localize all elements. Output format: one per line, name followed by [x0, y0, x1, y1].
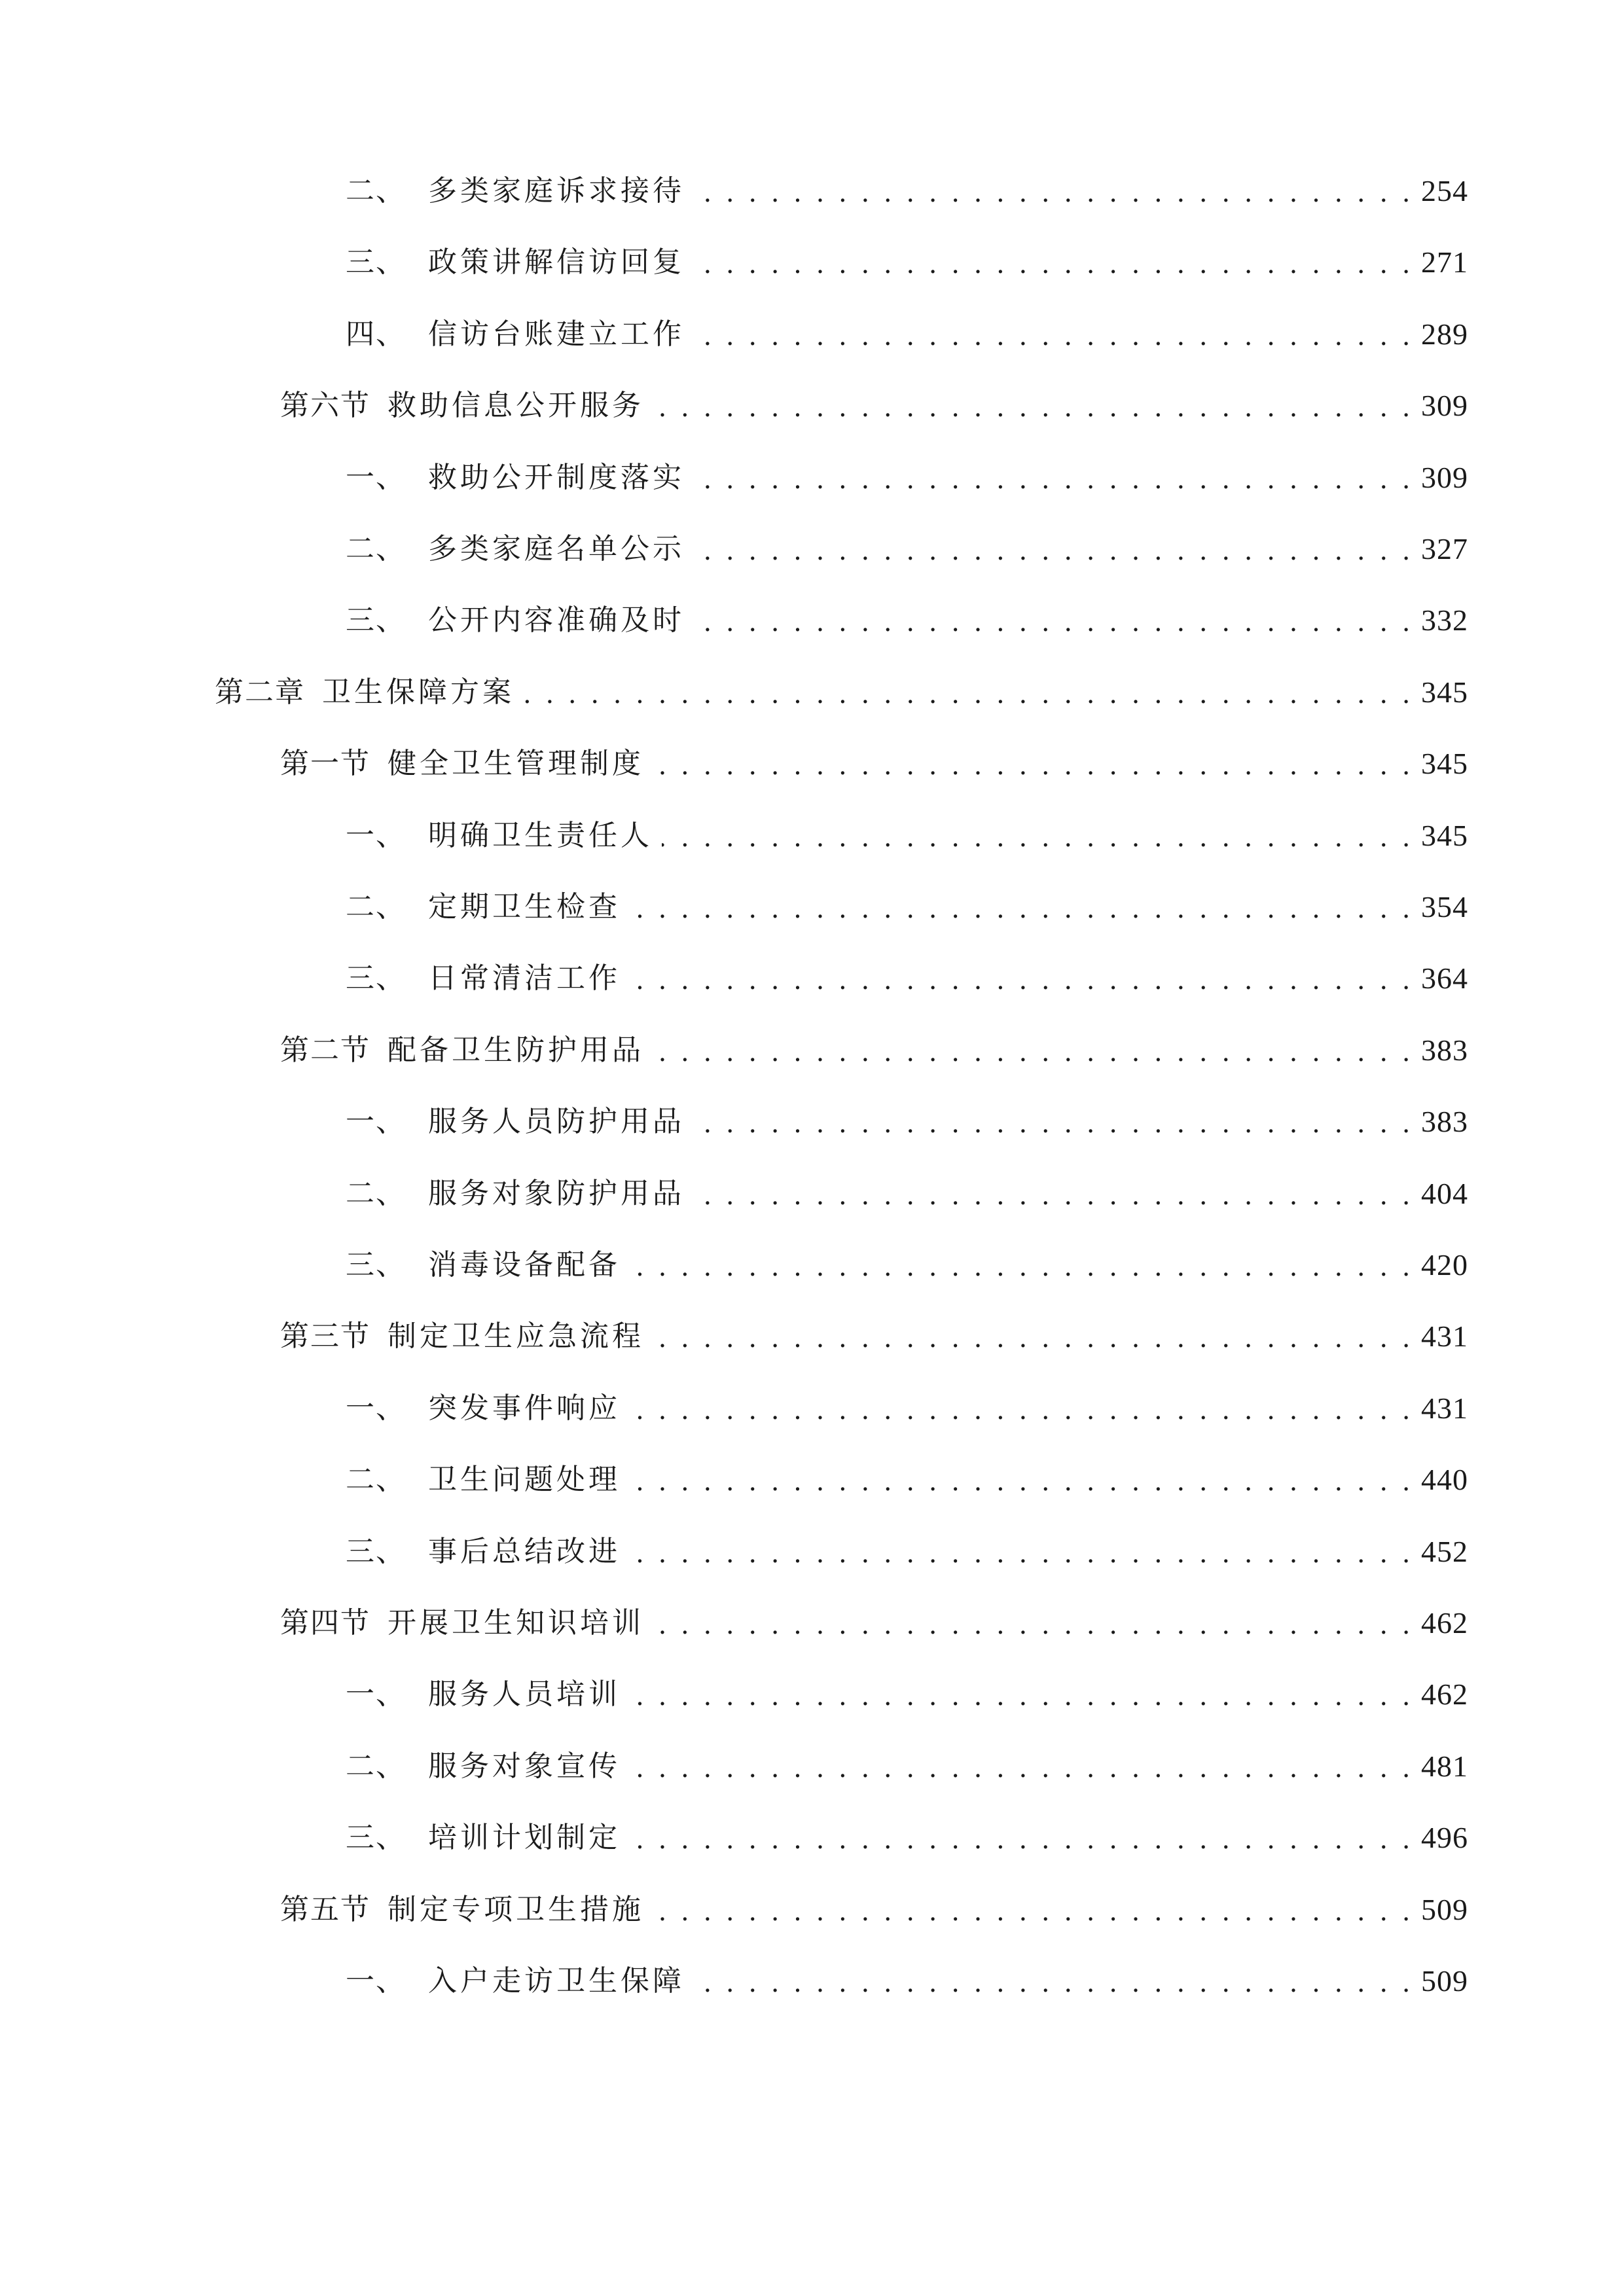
toc-entry-page-number: 327 [1421, 532, 1468, 565]
dot-leader [694, 165, 1413, 217]
dot-leader [694, 1955, 1413, 2007]
toc-entry-title: 卫生问题处理 [428, 1463, 621, 1497]
dot-leader [630, 952, 1413, 1005]
toc-entry-page-number: 383 [1421, 1033, 1468, 1067]
toc-entry-title: 明确卫生责任人 [428, 818, 653, 852]
toc-entry-number: 二、 [346, 532, 406, 565]
toc-entry-number: 第一节 [280, 747, 370, 781]
toc-entry[interactable] [346, 810, 1468, 862]
toc-entry-title: 服务人员防护用品 [428, 1105, 685, 1139]
dot-leader [630, 1740, 1413, 1793]
toc-entry-number: 第二章 [215, 675, 305, 709]
toc-entry-page-number: 271 [1421, 245, 1468, 279]
toc-entry[interactable] [346, 165, 1468, 217]
toc-entry-page-number: 452 [1421, 1534, 1468, 1568]
toc-entry-number: 二、 [346, 174, 406, 207]
toc-entry-number: 一、 [346, 1964, 406, 1998]
toc-entry-page-number: 254 [1421, 174, 1468, 207]
toc-entry-title: 多类家庭诉求接待 [428, 174, 685, 207]
toc-entry[interactable] [346, 308, 1468, 361]
toc-entry-number: 第五节 [280, 1892, 370, 1926]
toc-entry-number: 一、 [346, 1105, 406, 1139]
toc-entry-page-number: 481 [1421, 1749, 1468, 1783]
dot-leader [653, 1597, 1413, 1649]
dot-leader [694, 1168, 1413, 1220]
dot-leader [630, 1239, 1413, 1291]
toc-entry-page-number: 345 [1421, 747, 1468, 781]
toc-entry-number: 第四节 [280, 1606, 370, 1640]
dot-leader [653, 380, 1413, 432]
toc-entry[interactable] [346, 594, 1468, 647]
toc-entry[interactable] [346, 1955, 1468, 2007]
dot-leader [653, 1024, 1413, 1077]
toc-entry[interactable] [346, 1454, 1468, 1506]
toc-entry-number: 二、 [346, 1749, 406, 1783]
toc-entry[interactable] [280, 1597, 1468, 1649]
toc-entry-number: 一、 [346, 818, 406, 852]
toc-entry-page-number: 509 [1421, 1964, 1468, 1998]
toc-entry[interactable] [346, 452, 1468, 504]
toc-entry-number: 二、 [346, 1176, 406, 1210]
toc-entry-number: 第六节 [280, 389, 370, 423]
toc-entry-title: 救助信息公开服务 [388, 389, 644, 423]
toc-entry-page-number: 345 [1421, 818, 1468, 852]
dot-leader [630, 1526, 1413, 1578]
dot-leader [694, 594, 1413, 647]
toc-entry-number: 一、 [346, 460, 406, 494]
toc-entry[interactable] [215, 666, 1468, 719]
dot-leader [653, 1884, 1413, 1936]
dot-leader [694, 1096, 1413, 1148]
toc-entry[interactable] [280, 1884, 1468, 1936]
toc-entry[interactable] [346, 1382, 1468, 1435]
toc-entry-number: 三、 [346, 961, 406, 996]
toc-entry-title: 服务对象防护用品 [428, 1176, 685, 1210]
toc-entry-title: 救助公开制度落实 [428, 460, 685, 494]
toc-entry[interactable] [280, 1310, 1468, 1363]
toc-entry-title: 制定卫生应急流程 [388, 1319, 644, 1354]
toc-entry-title: 入户走访卫生保障 [428, 1964, 685, 1998]
toc-entry-title: 健全卫生管理制度 [388, 747, 644, 781]
toc-entry-page-number: 383 [1421, 1105, 1468, 1139]
toc-entry-number: 第三节 [280, 1319, 370, 1354]
toc-entry-title: 公开内容准确及时 [428, 603, 685, 637]
toc-entry-title: 服务对象宣传 [428, 1749, 621, 1783]
toc-entry-title: 消毒设备配备 [428, 1248, 621, 1282]
toc-entry-number: 三、 [346, 1534, 406, 1568]
toc-entry-title: 服务人员培训 [428, 1677, 621, 1712]
toc-entry-number: 一、 [346, 1391, 406, 1425]
toc-entry-title: 突发事件响应 [428, 1391, 621, 1425]
toc-entry[interactable] [346, 1168, 1468, 1220]
toc-entry-page-number: 364 [1421, 961, 1468, 996]
toc-entry-number: 三、 [346, 1248, 406, 1282]
toc-entry-page-number: 496 [1421, 1821, 1468, 1855]
toc-entry[interactable] [280, 738, 1468, 790]
dot-leader [694, 236, 1413, 289]
toc-entry-number: 二、 [346, 890, 406, 924]
toc-entry-title: 定期卫生检查 [428, 890, 621, 924]
toc-entry-title: 培训计划制定 [428, 1821, 621, 1855]
dot-leader [630, 881, 1413, 933]
dot-leader [694, 452, 1413, 504]
toc-entry[interactable] [280, 380, 1468, 432]
toc-entry-number: 三、 [346, 603, 406, 637]
toc-entry-page-number: 440 [1421, 1463, 1468, 1497]
toc-entry-number: 四、 [346, 317, 406, 351]
toc-entry-title: 多类家庭名单公示 [428, 532, 685, 565]
toc-entry-page-number: 345 [1421, 675, 1468, 709]
toc-entry-page-number: 509 [1421, 1892, 1468, 1926]
toc-entry-title: 制定专项卫生措施 [388, 1892, 644, 1926]
toc-entry[interactable] [346, 236, 1468, 289]
dot-leader [662, 810, 1413, 862]
toc-entry-title: 信访台账建立工作 [428, 317, 685, 351]
toc-entry-page-number: 462 [1421, 1677, 1468, 1712]
toc-entry-page-number: 431 [1421, 1391, 1468, 1425]
toc-entry-title: 卫生保障方案 [322, 675, 514, 709]
dot-leader [630, 1454, 1413, 1506]
toc-entry[interactable] [346, 1812, 1468, 1864]
toc-entry[interactable] [346, 1096, 1468, 1148]
toc-entry-title: 开展卫生知识培训 [388, 1606, 644, 1640]
toc-entry-page-number: 462 [1421, 1606, 1468, 1640]
dot-leader [630, 1382, 1413, 1435]
toc-entry[interactable] [346, 1526, 1468, 1578]
toc-entry-number: 第二节 [280, 1033, 370, 1067]
toc-entry-page-number: 309 [1421, 460, 1468, 494]
toc-entry-number: 一、 [346, 1677, 406, 1712]
toc-entry-number: 二、 [346, 1463, 406, 1497]
toc-entry-page-number: 404 [1421, 1176, 1468, 1210]
toc-entry-page-number: 289 [1421, 317, 1468, 351]
toc-entry-title: 政策讲解信访回复 [428, 245, 685, 279]
toc-entry-page-number: 354 [1421, 890, 1468, 924]
toc-entry-page-number: 420 [1421, 1248, 1468, 1282]
toc-entry-title: 配备卫生防护用品 [388, 1033, 644, 1067]
dot-leader [653, 738, 1413, 790]
toc-entry-page-number: 332 [1421, 603, 1468, 637]
toc-entry-page-number: 431 [1421, 1319, 1468, 1354]
toc-entry-number: 三、 [346, 1821, 406, 1855]
dot-leader [653, 1310, 1413, 1363]
toc-entry-title: 日常清洁工作 [428, 961, 621, 996]
dot-leader [694, 523, 1413, 575]
toc-entry[interactable] [346, 952, 1468, 1005]
dot-leader [630, 1668, 1413, 1721]
dot-leader [524, 666, 1413, 719]
dot-leader [630, 1812, 1413, 1864]
toc-entry-page-number: 309 [1421, 389, 1468, 423]
toc-entry[interactable] [346, 523, 1468, 575]
toc-entry[interactable] [346, 1740, 1468, 1793]
dot-leader [694, 308, 1413, 361]
toc-entry[interactable] [280, 1024, 1468, 1077]
toc-entry[interactable] [346, 881, 1468, 933]
toc-entry[interactable] [346, 1239, 1468, 1291]
toc-entry-number: 三、 [346, 245, 406, 279]
toc-entry-title: 事后总结改进 [428, 1534, 621, 1568]
toc-entry[interactable] [346, 1668, 1468, 1721]
